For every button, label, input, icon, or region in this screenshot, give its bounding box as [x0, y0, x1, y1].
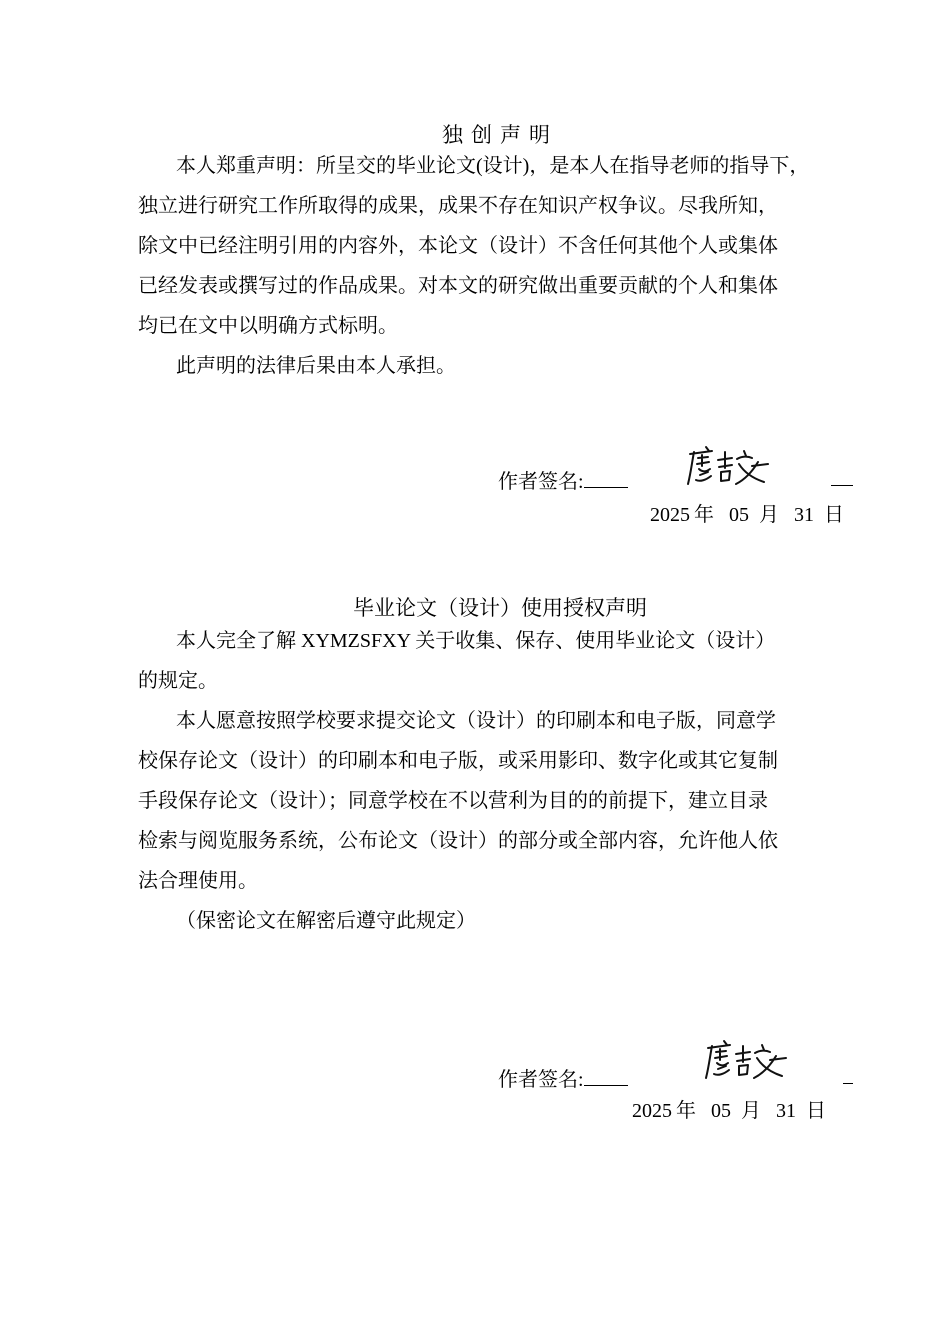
declaration-line: 除文中已经注明引用的内容外，本论文（设计）不含任何其他个人或集体: [138, 235, 778, 257]
authorization-line: 检索与阅览服务系统，公布论文（设计）的部分或全部内容，允许他人依: [138, 830, 778, 852]
date-year: 2025: [632, 1100, 672, 1122]
authorization-line: 本人愿意按照学校要求提交论文（设计）的印刷本和电子版，同意学: [176, 710, 776, 732]
handwritten-signature: [700, 1036, 800, 1084]
authorization-line: 手段保存论文（设计）；同意学校在不以营利为目的的前提下，建立目录: [138, 790, 768, 812]
date-year: 2025: [650, 504, 690, 526]
declaration-title: 独创声明: [442, 123, 558, 147]
declaration-signature-line: [498, 465, 628, 494]
date-day: 31: [794, 504, 814, 526]
signature-blank-end: [831, 465, 853, 492]
date-month: 05: [729, 504, 749, 526]
date-month: 05: [711, 1100, 731, 1122]
confidential-note: （保密论文在解密后遵守此规定）: [176, 910, 476, 932]
signature-blank-end: [843, 1063, 853, 1090]
declaration-line: 本人郑重声明：所呈交的毕业论文(设计)，是本人在指导老师的指导下，: [176, 155, 810, 177]
authorization-line: 校保存论文（设计）的印刷本和电子版，或采用影印、数字化或其它复制: [138, 750, 778, 772]
authorization-date: 2025 年 05 月 31 日: [632, 1100, 826, 1122]
handwritten-signature: [682, 442, 782, 490]
declaration-date: 2025 年 05 月 31 日: [650, 504, 844, 526]
date-day: 31: [776, 1100, 796, 1122]
declaration-line: 均已在文中以明确方式标明。: [138, 315, 398, 337]
authorization-line: 法合理使用。: [138, 870, 258, 892]
authorization-title: 毕业论文（设计）使用授权声明: [353, 596, 647, 620]
declaration-body: [138, 146, 860, 386]
signature-label: 作者签名:: [498, 471, 584, 493]
authorization-line: 本人完全了解 XYMZSFXY 关于收集、保存、使用毕业论文（设计）: [176, 630, 776, 652]
authorization-body: [138, 621, 860, 941]
authorization-line: 的规定。: [138, 670, 218, 692]
declaration-line: 已经发表或撰写过的作品成果。对本文的研究做出重要贡献的个人和集体: [138, 275, 778, 297]
signature-label: 作者签名:: [498, 1069, 584, 1091]
signature-blank: [584, 1065, 628, 1086]
liability-statement: 此声明的法律后果由本人承担。: [176, 355, 456, 377]
declaration-line: 独立进行研究工作所取得的成果，成果不存在知识产权争议。尽我所知，: [138, 195, 778, 217]
authorization-signature-line: [498, 1063, 628, 1092]
signature-blank: [584, 467, 628, 488]
